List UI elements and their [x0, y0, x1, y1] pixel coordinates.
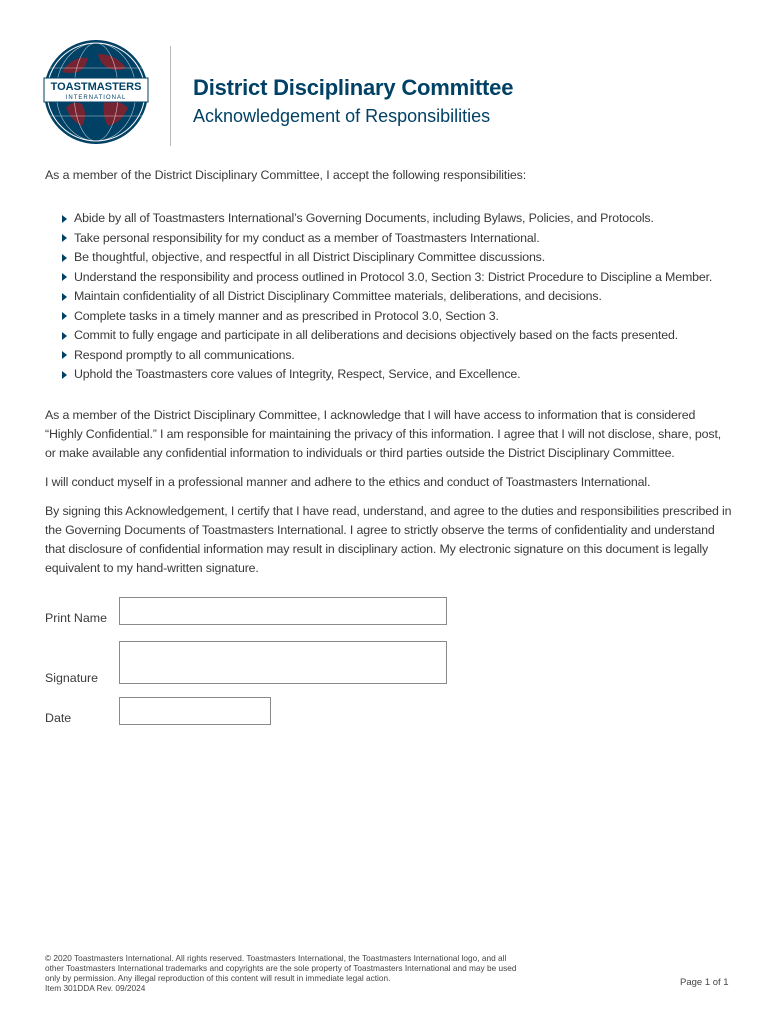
date-label: Date [45, 711, 72, 725]
date-field[interactable] [119, 697, 271, 725]
print-name-label: Print Name [45, 611, 107, 625]
triangle-bullet-icon [62, 273, 67, 281]
list-item: Commit to fully engage and participate in all deliberations and decisions objectively based on the facts presented. [62, 326, 712, 346]
print-name-field[interactable] [119, 597, 447, 625]
footer-copyright: © 2020 Toastmasters International. All rights reserved. Toastmasters International, the Toastmasters International logo, and all other Toastmasters International trademarks and copyrights are the sole property of Toastmasters International and may be used only by permission. Any illegal reproduction of this content will result in immediate legal action. Item 301DDA Rev. 09/2024 [45, 953, 585, 993]
signing-paragraph: By signing this Acknowledgement, I certify that I have read, understand, and agree to the duties and responsibilities prescribed in the Governing Documents of Toastmasters International. I agree to strictly observe the terms of confidentiality and understand that disclosure of confidential information may result in disciplinary action. My electronic signature on this document is legally equivalent to my hand-written signature. [45, 504, 732, 575]
list-item: Uphold the Toastmasters core values of Integrity, Respect, Service, and Excellence. [62, 365, 712, 385]
triangle-bullet-icon [62, 293, 67, 301]
triangle-bullet-icon [62, 371, 67, 379]
list-item: Respond promptly to all communications. [62, 346, 712, 366]
triangle-bullet-icon [62, 215, 67, 223]
triangle-bullet-icon [62, 351, 67, 359]
page-subtitle: Acknowledgement of Responsibilities [193, 106, 491, 126]
list-item: Be thoughtful, objective, and respectful in all District Disciplinary Committee discussions. [62, 248, 712, 268]
signature-field[interactable] [119, 641, 447, 684]
list-item: Abide by all of Toastmasters International’s Governing Documents, including Bylaws, Policies, and Protocols. [62, 209, 712, 229]
signature-label: Signature [45, 671, 99, 685]
toastmasters-logo [42, 38, 150, 146]
triangle-bullet-icon [62, 254, 67, 262]
triangle-bullet-icon [62, 332, 67, 340]
list-item: Take personal responsibility for my conduct as a member of Toastmasters International. [62, 229, 712, 249]
responsibilities-list [62, 209, 712, 385]
header-divider [170, 46, 171, 146]
list-item: Maintain confidentiality of all District Disciplinary Committee materials, deliberations, and decisions. [62, 287, 712, 307]
list-item: Understand the responsibility and process outlined in Protocol 3.0, Section 3: District Procedure to Discipline a Member. [62, 268, 712, 288]
triangle-bullet-icon [62, 312, 67, 320]
page-number: Page 1 of 1 [680, 977, 729, 988]
page-title: District Disciplinary Committee [193, 75, 514, 100]
conduct-paragraph: I will conduct myself in a professional manner and adhere to the ethics and conduct of Toastmasters International. [45, 475, 651, 489]
logo-text-primary: TOASTMASTERS [50, 81, 142, 93]
list-item: Complete tasks in a timely manner and as prescribed in Protocol 3.0, Section 3. [62, 307, 712, 327]
item-number: Item 301DDA Rev. 09/2024 [45, 983, 146, 993]
confidentiality-paragraph: As a member of the District Disciplinary Committee, I acknowledge that I will have access to information that is considered “Highly Confidential.” I am responsible for maintaining the privacy of this information. I agree that I will not disclose, share, post, or make available any confidential information to individuals or third parties outside the District Disciplinary Committee. [45, 408, 722, 460]
logo-text-secondary: INTERNATIONAL [65, 95, 127, 101]
triangle-bullet-icon [62, 234, 67, 242]
intro-text: As a member of the District Disciplinary Committee, I accept the following responsibilities: [45, 168, 527, 182]
